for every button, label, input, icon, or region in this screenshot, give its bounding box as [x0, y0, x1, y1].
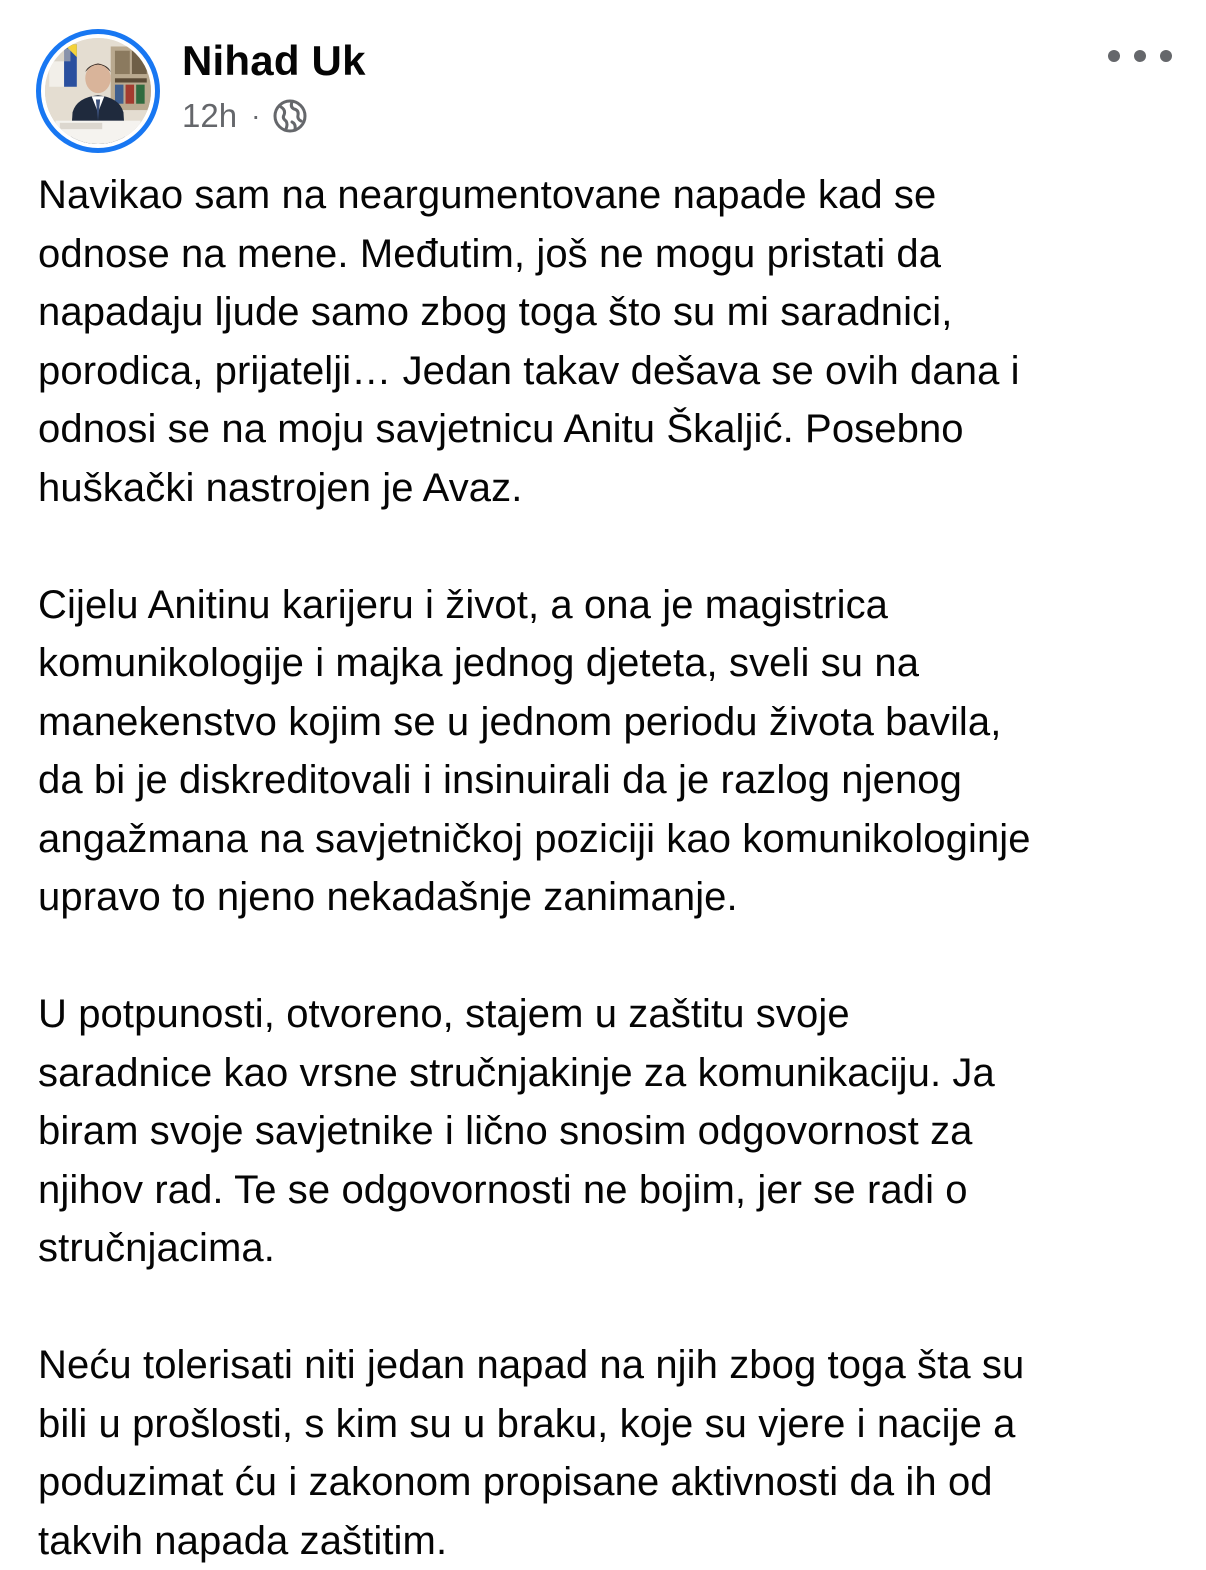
text-line: biram svoje savjetnike i lično snosim odgovornost za — [38, 1102, 1188, 1161]
text-line: U potpunosti, otvoreno, stajem u zaštitu svoje — [38, 985, 1188, 1044]
more-dot — [1108, 50, 1120, 62]
paragraph-spacer — [38, 517, 1188, 576]
post-paragraph — [38, 985, 1188, 1278]
post-paragraph — [38, 1336, 1188, 1570]
text-line: Neću tolerisati niti jedan napad na njih zbog toga šta su — [38, 1336, 1188, 1395]
paragraph-spacer — [38, 1278, 1188, 1337]
text-line: njihov rad. Te se odgovornosti ne bojim, jer se radi o — [38, 1161, 1188, 1220]
post-meta — [182, 94, 308, 138]
paragraph-spacer — [38, 927, 1188, 986]
text-line: porodica, prijatelji… Jedan takav dešava se ovih dana i — [38, 342, 1188, 401]
text-line: Navikao sam na neargumentovane napade kad se — [38, 166, 1188, 225]
more-dot — [1134, 50, 1146, 62]
more-dot — [1160, 50, 1172, 62]
text-line: odnose na mene. Međutim, još ne mogu pristati da — [38, 225, 1188, 284]
post-timestamp[interactable]: 12h — [182, 94, 237, 138]
post-text — [38, 166, 1188, 1570]
text-line: komunikologije i majka jednog djeteta, sveli su na — [38, 634, 1188, 693]
text-line: napadaju ljude samo zbog toga što su mi saradnici, — [38, 283, 1188, 342]
post-paragraph — [38, 166, 1188, 517]
post-paragraph — [38, 576, 1188, 927]
avatar-photo — [45, 38, 151, 144]
text-line: bili u prošlosti, s kim su u braku, koje su vjere i nacije a — [38, 1395, 1188, 1454]
text-line: angažmana na savjetničkoj poziciji kao komunikologinje — [38, 810, 1188, 869]
text-line: Cijelu Anitinu karijeru i život, a ona je magistrica — [38, 576, 1188, 635]
post-header — [0, 0, 1206, 150]
text-line: saradnice kao vrsne stručnjakinje za komunikaciju. Ja — [38, 1044, 1188, 1103]
text-line: da bi je diskreditovali i insinuirali da je razlog njenog — [38, 751, 1188, 810]
meta-separator: · — [251, 94, 260, 138]
more-options-icon[interactable] — [1108, 36, 1172, 76]
text-line: poduzimat ću i zakonom propisane aktivnosti da ih od — [38, 1453, 1188, 1512]
text-line: odnosi se na moju savjetnicu Anitu Škaljić. Posebno — [38, 400, 1188, 459]
globe-icon[interactable] — [272, 98, 308, 134]
author-name[interactable]: Nihad Uk — [182, 36, 366, 86]
text-line: manekenstvo kojim se u jednom periodu života bavila, — [38, 693, 1188, 752]
text-line: huškački nastrojen je Avaz. — [38, 459, 1188, 518]
text-line: stručnjacima. — [38, 1219, 1188, 1278]
text-line: takvih napada zaštitim. — [38, 1512, 1188, 1570]
author-avatar[interactable] — [36, 29, 160, 153]
text-line: upravo to njeno nekadašnje zanimanje. — [38, 868, 1188, 927]
